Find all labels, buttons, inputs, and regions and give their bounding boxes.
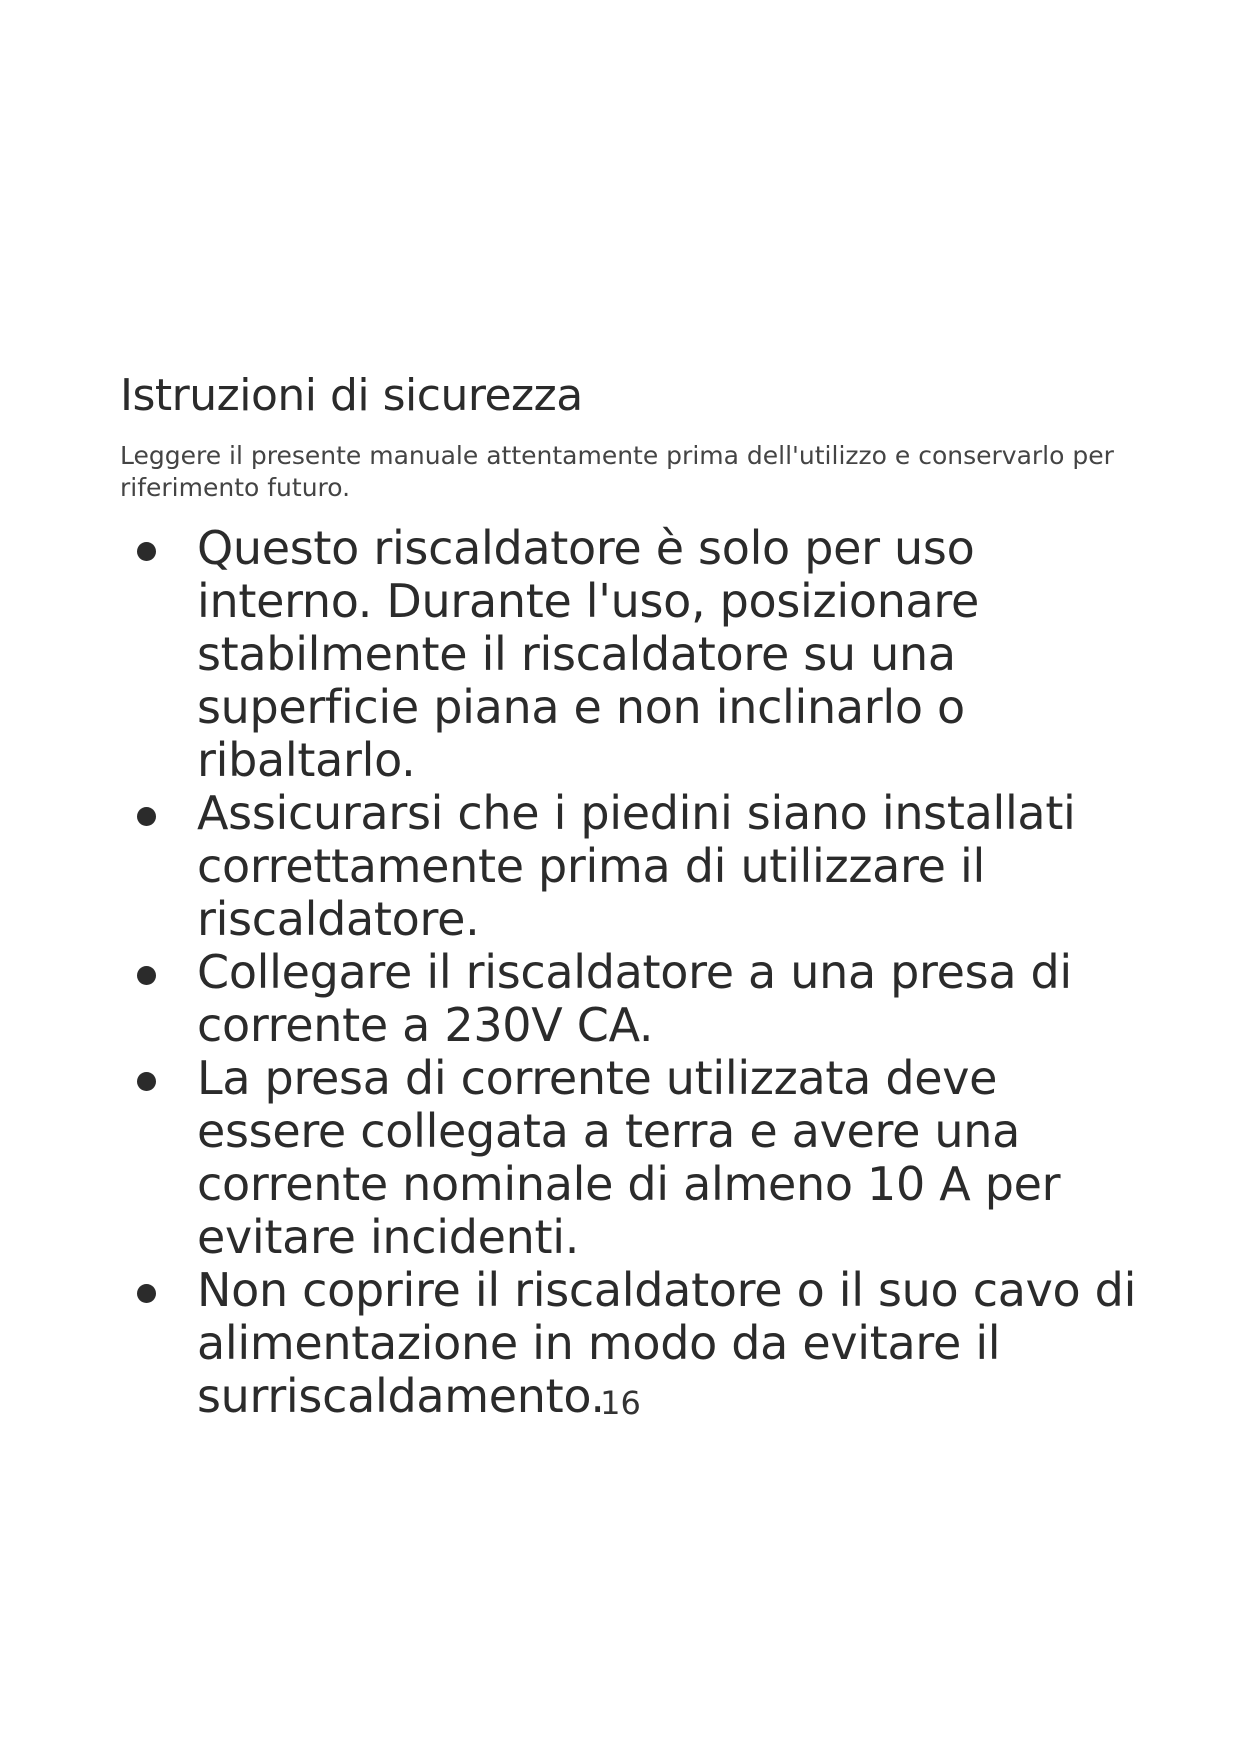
list-item-text: Non coprire il riscaldatore o il suo cavo di alimentazione in modo da evitare il surriscaldamento. xyxy=(197,1263,1137,1423)
bullet-icon xyxy=(137,542,156,561)
list-item xyxy=(0,787,1137,946)
list-item xyxy=(0,522,1137,787)
bullet-icon xyxy=(137,1284,156,1303)
page-number: 16 xyxy=(600,1384,641,1422)
page-title: Istruzioni di sicurezza xyxy=(120,370,583,421)
list-item-text: La presa di corrente utilizzata deve essere collegata a terra e avere una corrente nominale di almeno 10 A per evitare incidenti. xyxy=(197,1051,1061,1264)
list-item xyxy=(0,946,1137,1052)
safety-instructions-list xyxy=(0,522,1241,1423)
bullet-icon xyxy=(137,1072,156,1091)
list-item xyxy=(0,1052,1137,1264)
bullet-icon xyxy=(137,807,156,826)
intro-text: Leggere il presente manuale attentamente prima dell'utilizzo e conservarlo per riferimento futuro. xyxy=(120,441,1114,502)
list-item-text: Collegare il riscaldatore a una presa di corrente a 230V CA. xyxy=(197,945,1072,1052)
list-item-text: Assicurarsi che i piedini siano installati correttamente prima di utilizzare il riscaldatore. xyxy=(197,786,1076,946)
list-item-text: Questo riscaldatore è solo per uso interno. Durante l'uso, posizionare stabilmente il riscaldatore su una superficie piana e non inclinarlo o ribaltarlo. xyxy=(197,521,980,787)
bullet-icon xyxy=(137,966,156,985)
